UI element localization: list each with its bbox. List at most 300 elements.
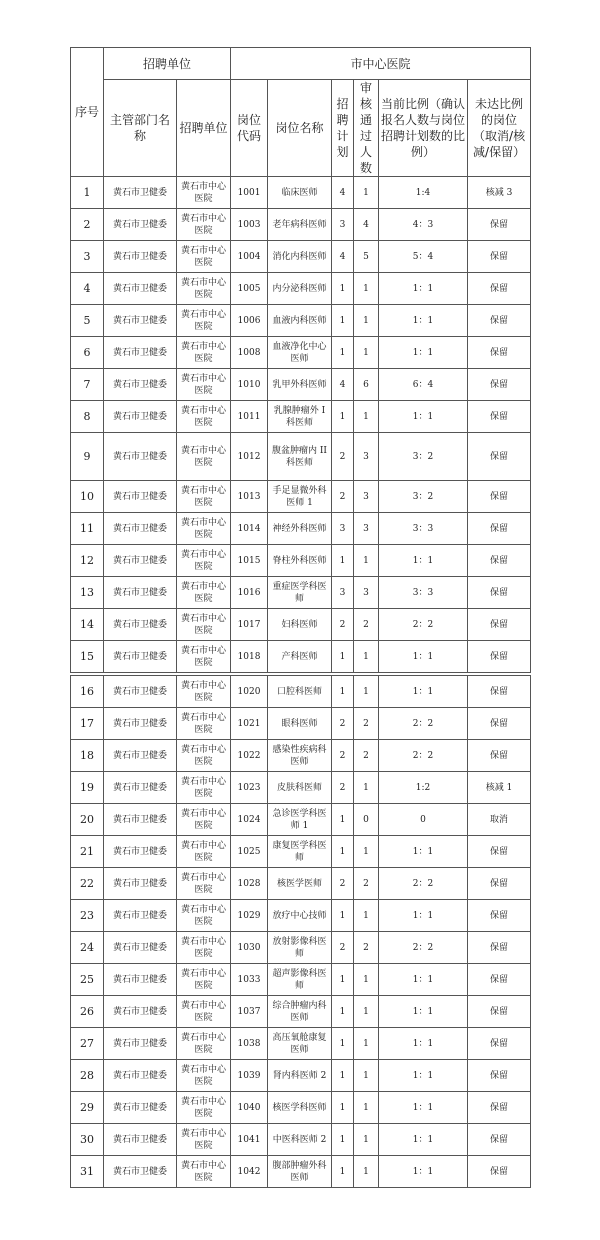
- ratio-cell: [379, 209, 468, 241]
- ratio-cell: [379, 1124, 468, 1156]
- passed-cell: [354, 513, 379, 545]
- unit-cell: [177, 836, 231, 868]
- dept-cell: [104, 369, 177, 401]
- unit-cell-text: 黄石市中心医院: [180, 1160, 226, 1183]
- passed-cell-text: 1: [363, 555, 369, 566]
- dept-cell-text: 黄石市卫健委: [112, 718, 167, 729]
- table-row: [71, 1092, 531, 1124]
- ratio-cell: [379, 1092, 468, 1124]
- dept-cell: [104, 1060, 177, 1092]
- status-cell-text: 保留: [490, 619, 509, 630]
- code-cell-text: 1015: [237, 555, 261, 566]
- status-cell-text: 保留: [490, 411, 509, 422]
- code-cell: [231, 868, 268, 900]
- seq-cell: [71, 369, 104, 401]
- seq-cell: [71, 1028, 104, 1060]
- post-cell: [268, 177, 332, 209]
- status-cell: [468, 676, 531, 708]
- table-row: [71, 1156, 531, 1188]
- post-cell: [268, 836, 332, 868]
- status-cell: [468, 1060, 531, 1092]
- plan-cell: [332, 964, 354, 996]
- post-cell: [268, 609, 332, 641]
- plan-cell-text: 4: [339, 251, 346, 262]
- status-cell-text: 保留: [489, 1166, 508, 1177]
- seq-cell: [71, 932, 104, 964]
- unit-cell: [177, 273, 231, 305]
- dept-cell-text: 黄石市卫健委: [112, 974, 167, 985]
- status-cell-text: 保留: [489, 750, 508, 761]
- ratio-cell-text: 3：2: [412, 451, 434, 462]
- post-cell: [268, 676, 332, 708]
- seq-cell: [71, 401, 104, 433]
- ratio-cell: [379, 804, 468, 836]
- post-cell-text: 核医学科医师: [272, 1102, 327, 1113]
- plan-cell-text: 2: [339, 878, 346, 889]
- code-cell: [231, 900, 268, 932]
- post-cell-text: 肾内科医师 2: [272, 1070, 327, 1081]
- post-cell-text: 皮肤科医师: [276, 782, 322, 793]
- table-row: [71, 577, 531, 609]
- plan-cell: [332, 433, 354, 481]
- status-cell: [468, 273, 531, 305]
- plan-cell: [332, 836, 354, 868]
- unit-cell: [177, 609, 231, 641]
- code-cell: [231, 804, 268, 836]
- passed-cell: [354, 609, 379, 641]
- status-cell-text: 保留: [489, 846, 508, 857]
- passed-cell: [354, 1124, 379, 1156]
- dept-cell-text: 黄石市卫健委: [112, 686, 167, 697]
- passed-cell: [354, 1092, 379, 1124]
- unit-cell-text: 黄石市中心医院: [180, 1032, 226, 1055]
- status-cell: [468, 772, 531, 804]
- ratio-cell: [379, 241, 468, 273]
- plan-cell-text: 1: [339, 846, 346, 857]
- dept-cell-text: 黄石市卫健委: [112, 1134, 167, 1145]
- post-cell-text: 腹盆肿瘤内 II 科医师: [272, 445, 327, 468]
- status-cell: [468, 609, 531, 641]
- unit-cell-text: 黄石市中心医院: [180, 872, 226, 895]
- seq-cell-text: 10: [80, 489, 94, 503]
- ratio-cell: [379, 900, 468, 932]
- code-cell: [231, 1092, 268, 1124]
- post-cell: [268, 772, 332, 804]
- code-cell: [231, 401, 268, 433]
- passed-cell: [354, 804, 379, 836]
- plan-cell-text: 1: [339, 974, 346, 985]
- seq-cell-text: 20: [80, 812, 94, 826]
- unit-cell-text: 黄石市中心医院: [180, 1096, 226, 1119]
- unit-cell: [177, 177, 231, 209]
- post-cell-text: 临床医师: [281, 187, 318, 198]
- unit-cell-text: 黄石市中心医院: [181, 549, 227, 572]
- dept-cell: [104, 641, 177, 673]
- post-cell-text: 产科医师: [281, 651, 318, 662]
- ratio-cell-text: 1：1: [412, 974, 434, 985]
- status-cell: [468, 1092, 531, 1124]
- seq-cell: [71, 772, 104, 804]
- passed-cell-text: 1: [363, 1070, 369, 1081]
- header-unit-label: 招聘单位: [179, 121, 228, 135]
- post-cell: [268, 481, 332, 513]
- code-cell-text: 1022: [237, 750, 261, 761]
- post-cell-text: 血液净化中心医师: [272, 341, 327, 364]
- ratio-cell-text: 1：1: [412, 651, 434, 662]
- ratio-cell: [379, 337, 468, 369]
- code-cell-text: 1004: [237, 251, 261, 262]
- passed-cell: [354, 1156, 379, 1188]
- post-cell: [268, 337, 332, 369]
- dept-cell-text: 黄石市卫健委: [112, 555, 167, 566]
- plan-cell: [332, 641, 354, 673]
- seq-cell-text: 30: [80, 1132, 94, 1146]
- table-row: [71, 609, 531, 641]
- passed-cell-text: 1: [363, 974, 369, 985]
- passed-cell-text: 1: [363, 283, 369, 294]
- table-row: [71, 676, 531, 708]
- status-cell-text: 保留: [489, 974, 508, 985]
- table-row: [71, 836, 531, 868]
- plan-cell: [332, 337, 354, 369]
- status-cell: [468, 305, 531, 337]
- post-cell-text: 口腔科医师: [276, 686, 322, 697]
- seq-cell: [71, 740, 104, 772]
- unit-cell: [177, 868, 231, 900]
- unit-cell: [177, 1060, 231, 1092]
- dept-cell-text: 黄石市卫健委: [112, 451, 167, 462]
- table-row: [71, 481, 531, 513]
- status-cell: [468, 481, 531, 513]
- unit-cell-text: 黄石市中心医院: [180, 904, 226, 927]
- unit-cell: [177, 676, 231, 708]
- code-cell: [231, 1156, 268, 1188]
- dept-cell: [104, 964, 177, 996]
- status-cell-text: 保留: [490, 283, 509, 294]
- plan-cell-text: 3: [339, 523, 346, 534]
- header-dept: [104, 80, 177, 177]
- seq-cell: [71, 577, 104, 609]
- table-row: [71, 772, 531, 804]
- dept-cell: [104, 609, 177, 641]
- post-cell-text: 乳腺肿瘤外 I 科医师: [273, 405, 326, 428]
- code-cell: [231, 513, 268, 545]
- ratio-cell-text: 3：3: [412, 587, 434, 598]
- status-cell: [468, 1124, 531, 1156]
- header-recruit-group-label: 招聘单位: [143, 56, 192, 71]
- seq-cell: [71, 209, 104, 241]
- unit-cell-text: 黄石市中心医院: [181, 517, 227, 540]
- code-cell-text: 1012: [237, 451, 261, 462]
- seq-cell-text: 6: [83, 345, 91, 359]
- plan-cell: [332, 1156, 354, 1188]
- ratio-cell: [379, 273, 468, 305]
- ratio-cell: [379, 401, 468, 433]
- post-cell: [268, 900, 332, 932]
- post-cell: [268, 241, 332, 273]
- plan-cell-text: 4: [339, 187, 346, 198]
- plan-cell: [332, 577, 354, 609]
- dept-cell-text: 黄石市卫健委: [112, 219, 167, 230]
- post-cell-text: 核医学医师: [276, 878, 322, 889]
- code-cell: [231, 241, 268, 273]
- seq-cell-text: 4: [83, 281, 91, 295]
- code-cell-text: 1010: [237, 379, 261, 390]
- post-cell: [268, 401, 332, 433]
- code-cell: [231, 577, 268, 609]
- seq-cell-text: 13: [80, 585, 94, 599]
- seq-cell-text: 22: [80, 876, 94, 890]
- code-cell-text: 1011: [237, 411, 261, 422]
- header-plan-label: 招聘计划: [336, 97, 349, 159]
- post-cell-text: 放射影像科医师: [272, 936, 327, 959]
- status-cell-text: 保留: [489, 910, 508, 921]
- dept-cell: [104, 708, 177, 740]
- seq-cell: [71, 273, 104, 305]
- plan-cell-text: 1: [339, 411, 346, 422]
- post-cell: [268, 513, 332, 545]
- dept-cell: [104, 1092, 177, 1124]
- unit-cell: [177, 1156, 231, 1188]
- table-row: [71, 964, 531, 996]
- post-cell: [268, 1028, 332, 1060]
- header-seq-label: 序号: [74, 105, 99, 119]
- table-body-page-2: [71, 676, 531, 1188]
- seq-cell: [71, 996, 104, 1028]
- plan-cell-text: 3: [339, 587, 346, 598]
- code-cell-text: 1038: [237, 1038, 261, 1049]
- unit-cell-text: 黄石市中心医院: [180, 712, 226, 735]
- passed-cell: [354, 772, 379, 804]
- ratio-cell-text: 2：2: [412, 619, 434, 630]
- post-cell: [268, 868, 332, 900]
- post-cell-text: 超声影像科医师: [272, 968, 327, 991]
- passed-cell-text: 2: [363, 750, 369, 761]
- dept-cell: [104, 804, 177, 836]
- unit-cell: [177, 772, 231, 804]
- ratio-cell-text: 2：2: [412, 718, 434, 729]
- passed-cell: [354, 577, 379, 609]
- dept-cell-text: 黄石市卫健委: [112, 1102, 167, 1113]
- seq-cell: [71, 641, 104, 673]
- plan-cell: [332, 241, 354, 273]
- unit-cell-text: 黄石市中心医院: [181, 373, 227, 396]
- table-row: [71, 1028, 531, 1060]
- passed-cell: [354, 273, 379, 305]
- passed-cell-text: 6: [363, 379, 369, 390]
- dept-cell: [104, 337, 177, 369]
- unit-cell-text: 黄石市中心医院: [181, 581, 227, 604]
- dept-cell-text: 黄石市卫健委: [112, 251, 167, 262]
- status-cell: [468, 641, 531, 673]
- status-cell: [468, 433, 531, 481]
- plan-cell-text: 1: [339, 283, 346, 294]
- seq-cell-text: 17: [80, 716, 94, 730]
- header-code-label: 岗位代码: [237, 113, 262, 143]
- code-cell: [231, 1124, 268, 1156]
- dept-cell: [104, 305, 177, 337]
- post-cell: [268, 1092, 332, 1124]
- status-cell: [468, 836, 531, 868]
- status-cell: [468, 545, 531, 577]
- seq-cell: [71, 900, 104, 932]
- code-cell-text: 1037: [237, 1006, 261, 1017]
- post-cell-text: 脊柱外科医师: [272, 555, 327, 566]
- unit-cell-text: 黄石市中心医院: [181, 181, 227, 204]
- dept-cell-text: 黄石市卫健委: [112, 379, 167, 390]
- unit-cell: [177, 241, 231, 273]
- code-cell: [231, 836, 268, 868]
- seq-cell-text: 28: [80, 1068, 94, 1082]
- dept-cell: [104, 836, 177, 868]
- status-cell: [468, 177, 531, 209]
- seq-cell: [71, 676, 104, 708]
- passed-cell: [354, 337, 379, 369]
- unit-cell: [177, 932, 231, 964]
- unit-cell-text: 黄石市中心医院: [180, 1000, 226, 1023]
- seq-cell-text: 16: [80, 684, 94, 698]
- status-cell-text: 保留: [490, 555, 509, 566]
- ratio-cell-text: 1:2: [415, 782, 431, 793]
- unit-cell: [177, 401, 231, 433]
- unit-cell: [177, 577, 231, 609]
- unit-cell-text: 黄石市中心医院: [181, 405, 227, 428]
- unit-cell-text: 黄石市中心医院: [180, 744, 226, 767]
- post-cell: [268, 804, 332, 836]
- plan-cell: [332, 401, 354, 433]
- passed-cell: [354, 209, 379, 241]
- status-cell-text: 核减 1: [485, 782, 513, 793]
- dept-cell: [104, 996, 177, 1028]
- seq-cell: [71, 804, 104, 836]
- unit-cell: [177, 369, 231, 401]
- post-cell-text: 内分泌科医师: [272, 283, 327, 294]
- plan-cell-text: 4: [339, 379, 346, 390]
- passed-cell-text: 5: [363, 251, 369, 262]
- status-cell: [468, 964, 531, 996]
- passed-cell-text: 2: [363, 619, 369, 630]
- ratio-cell-text: 1：1: [412, 411, 434, 422]
- dept-cell-text: 黄石市卫健委: [112, 187, 167, 198]
- passed-cell: [354, 932, 379, 964]
- code-cell-text: 1001: [237, 187, 261, 198]
- ratio-cell: [379, 868, 468, 900]
- dept-cell-text: 黄石市卫健委: [112, 491, 167, 502]
- seq-cell: [71, 481, 104, 513]
- code-cell: [231, 996, 268, 1028]
- ratio-cell-text: 1：1: [412, 846, 434, 857]
- plan-cell-text: 1: [339, 315, 346, 326]
- unit-cell-text: 黄石市中心医院: [181, 277, 227, 300]
- unit-cell: [177, 708, 231, 740]
- status-cell-text: 保留: [489, 878, 508, 889]
- post-cell-text: 高压氧舱康复医师: [272, 1032, 327, 1055]
- seq-cell: [71, 868, 104, 900]
- plan-cell-text: 1: [339, 347, 346, 358]
- plan-cell-text: 2: [339, 619, 346, 630]
- plan-cell: [332, 868, 354, 900]
- unit-cell-text: 黄石市中心医院: [181, 309, 227, 332]
- seq-cell: [71, 545, 104, 577]
- passed-cell-text: 1: [363, 187, 369, 198]
- passed-cell: [354, 676, 379, 708]
- plan-cell: [332, 1028, 354, 1060]
- post-cell: [268, 577, 332, 609]
- plan-cell: [332, 900, 354, 932]
- unit-cell-text: 黄石市中心医院: [180, 840, 226, 863]
- header-plan: [332, 80, 354, 177]
- passed-cell: [354, 305, 379, 337]
- post-cell-text: 腹部肿瘤外科医师: [272, 1160, 327, 1183]
- status-cell-text: 保留: [489, 686, 508, 697]
- code-cell-text: 1039: [237, 1070, 261, 1081]
- plan-cell: [332, 177, 354, 209]
- unit-cell-text: 黄石市中心医院: [180, 1064, 226, 1087]
- passed-cell: [354, 401, 379, 433]
- status-cell: [468, 513, 531, 545]
- plan-cell-text: 1: [339, 651, 346, 662]
- ratio-cell: [379, 1156, 468, 1188]
- passed-cell-text: 1: [363, 651, 369, 662]
- ratio-cell-text: 1：1: [412, 555, 434, 566]
- passed-cell-text: 3: [363, 451, 369, 462]
- dept-cell: [104, 513, 177, 545]
- table-row: [71, 513, 531, 545]
- ratio-cell: [379, 932, 468, 964]
- code-cell: [231, 1028, 268, 1060]
- passed-cell: [354, 836, 379, 868]
- code-cell-text: 1020: [237, 686, 261, 697]
- status-cell: [468, 804, 531, 836]
- header-status: [468, 80, 531, 177]
- status-cell-text: 保留: [489, 718, 508, 729]
- post-cell: [268, 996, 332, 1028]
- plan-cell-text: 2: [339, 942, 346, 953]
- status-cell: [468, 241, 531, 273]
- status-cell: [468, 1028, 531, 1060]
- dept-cell-text: 黄石市卫健委: [112, 619, 167, 630]
- unit-cell: [177, 433, 231, 481]
- code-cell-text: 1017: [237, 619, 261, 630]
- code-cell: [231, 433, 268, 481]
- code-cell: [231, 273, 268, 305]
- seq-cell: [71, 177, 104, 209]
- passed-cell-text: 1: [363, 846, 369, 857]
- seq-cell: [71, 241, 104, 273]
- plan-cell-text: 1: [339, 910, 346, 921]
- unit-cell: [177, 964, 231, 996]
- passed-cell: [354, 641, 379, 673]
- plan-cell-text: 1: [339, 1006, 346, 1017]
- post-cell-text: 康复医学科医师: [272, 840, 327, 863]
- post-cell-text: 手足显微外科医师 1: [272, 485, 327, 508]
- code-cell-text: 1014: [237, 523, 261, 534]
- header-hospital-group: [231, 48, 531, 80]
- plan-cell: [332, 708, 354, 740]
- unit-cell: [177, 337, 231, 369]
- header-post: [268, 80, 332, 177]
- header-seq: [71, 48, 104, 177]
- table-row: [71, 900, 531, 932]
- status-cell: [468, 740, 531, 772]
- passed-cell: [354, 545, 379, 577]
- code-cell-text: 1013: [237, 491, 261, 502]
- code-cell-text: 1040: [237, 1102, 261, 1113]
- dept-cell: [104, 241, 177, 273]
- code-cell-text: 1005: [237, 283, 261, 294]
- status-cell-text: 保留: [489, 1006, 508, 1017]
- unit-cell: [177, 545, 231, 577]
